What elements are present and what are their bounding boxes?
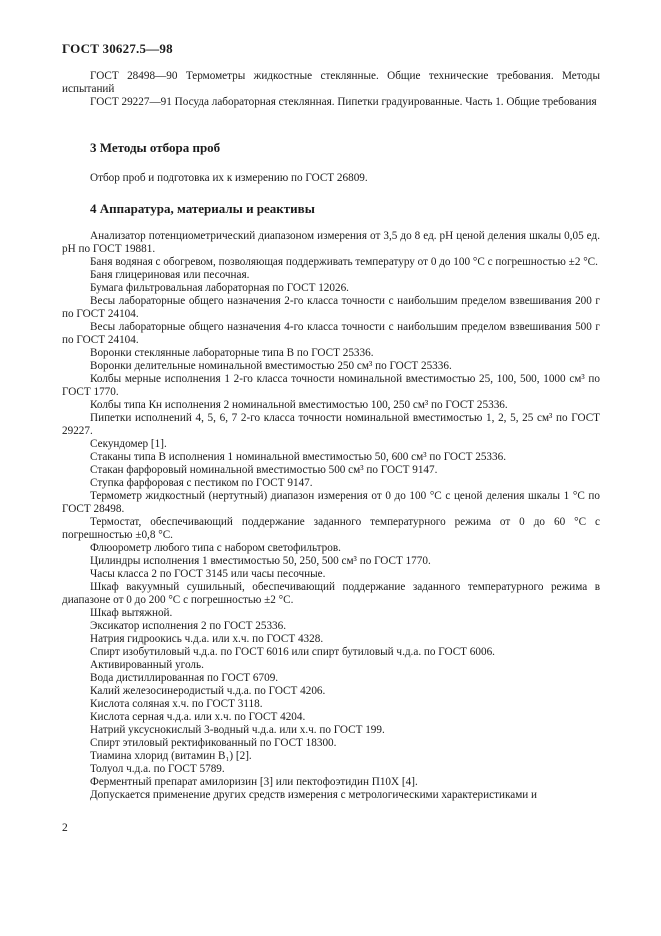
equipment-item: Натрия гидроокись ч.д.а. или х.ч. по ГОСТ 4328.	[90, 633, 324, 645]
reference-item: ГОСТ 28498—90 Термометры жидкостные стеклянные. Общие технические требования. Методы испытаний	[62, 70, 600, 95]
equipment-item: Весы лабораторные общего назначения 4-го класса точности с наибольшим пределом взвешивания 500 г по ГОСТ 24104.	[62, 321, 600, 346]
equipment-item: Стакан фарфоровый номинальной вместимостью 500 см³ по ГОСТ 9147.	[90, 464, 438, 476]
equipment-item: Вода дистиллированная по ГОСТ 6709.	[90, 672, 279, 684]
equipment-item: Стаканы типа В исполнения 1 номинальной вместимостью 50, 600 см³ по ГОСТ 25336.	[90, 451, 507, 463]
reference-item: ГОСТ 29227—91 Посуда лабораторная стеклянная. Пипетки градуированные. Часть 1. Общие требования	[90, 96, 597, 108]
equipment-item: Активированный уголь.	[90, 659, 204, 671]
section-3-body	[62, 172, 600, 185]
equipment-item: Ферментный препарат амилоризин [3] или пектофоэтидин П10Х [4].	[90, 776, 418, 788]
page-number: 2	[62, 822, 68, 834]
equipment-item: Часы класса 2 по ГОСТ 3145 или часы песочные.	[90, 568, 326, 580]
equipment-item: Баня глицериновая или песочная.	[90, 269, 250, 281]
equipment-item: Секундомер [1].	[90, 438, 167, 450]
section-4-title: 4 Аппаратура, материалы и реактивы	[90, 201, 315, 216]
equipment-item: Цилиндры исполнения 1 вместимостью 50, 250, 500 см³ по ГОСТ 1770.	[90, 555, 431, 567]
equipment-item: Флюорометр любого типа с набором светофильтров.	[90, 542, 341, 554]
section-3-text: Отбор проб и подготовка их к измерению по ГОСТ 26809.	[90, 172, 368, 184]
equipment-item: Колбы мерные исполнения 1 2-го класса точности номинальной вместимостью 25, 100, 500, 1000 см³ по ГОСТ 1770.	[62, 373, 600, 398]
equipment-item: Пипетки исполнений 4, 5, 6, 7 2-го класса точности номинальной вместимостью 1, 2, 5, 25 см³ по ГОСТ 29227.	[62, 412, 600, 437]
equipment-item: Анализатор потенциометрический диапазоном измерения от 3,5 до 8 ед. pH ценой деления шкалы 0,05 ед. pH по ГОСТ 19881.	[62, 230, 600, 255]
equipment-item: Допускается применение других средств измерения с метрологическими характеристиками и	[90, 789, 538, 801]
section-3-title: 3 Методы отбора проб	[90, 140, 221, 155]
equipment-item: Спирт этиловый ректификованный по ГОСТ 18300.	[90, 737, 337, 749]
equipment-item: Спирт изобутиловый ч.д.а. по ГОСТ 6016 или спирт бутиловый ч.д.а. по ГОСТ 6006.	[90, 646, 495, 658]
equipment-item: Колбы типа Кн исполнения 2 номинальной вместимостью 100, 250 см³ по ГОСТ 25336.	[90, 399, 508, 411]
equipment-item: Калий железосинеродистый ч.д.а. по ГОСТ 4206.	[90, 685, 326, 697]
equipment-item: Воронки стеклянные лабораторные типа В по ГОСТ 25336.	[90, 347, 374, 359]
equipment-item: Бумага фильтровальная лабораторная по ГОСТ 12026.	[90, 282, 349, 294]
equipment-item: Термометр жидкостный (нертутный) диапазон измерения от 0 до 100 °С с ценой деления шкалы 1 °С по ГОСТ 28498.	[62, 490, 600, 515]
equipment-list	[62, 230, 600, 802]
equipment-item: Толуол ч.д.а. по ГОСТ 5789.	[90, 763, 225, 775]
equipment-item: Шкаф вытяжной.	[90, 607, 173, 619]
equipment-item: Ступка фарфоровая с пестиком по ГОСТ 9147.	[90, 477, 313, 489]
equipment-item: Баня водяная с обогревом, позволяющая поддерживать температуру от 0 до 100 °С с погрешностью ±2 °С.	[90, 256, 598, 268]
equipment-item: Кислота соляная х.ч. по ГОСТ 3118.	[90, 698, 263, 710]
equipment-item: Кислота серная ч.д.а. или х.ч. по ГОСТ 4204.	[90, 711, 306, 723]
equipment-item: Тиамина хлорид (витамин B₁) [2].	[90, 750, 252, 762]
equipment-item: Термостат, обеспечивающий поддержание заданного температурного режима от 0 до 60 °С с погрешностью ±0,8 °С.	[62, 516, 600, 541]
equipment-item: Эксикатор исполнения 2 по ГОСТ 25336.	[90, 620, 287, 632]
equipment-item: Весы лабораторные общего назначения 2-го класса точности с наибольшим пределом взвешивания 200 г по ГОСТ 24104.	[62, 295, 600, 320]
equipment-item: Воронки делительные номинальной вместимостью 250 см³ по ГОСТ 25336.	[90, 360, 452, 372]
document-header: ГОСТ 30627.5—98	[62, 41, 173, 56]
equipment-item: Шкаф вакуумный сушильный, обеспечивающий поддержание заданного температурного режима в диапазоне от 0 до 200 °С с погрешностью ±2 °С.	[62, 581, 600, 606]
normative-references	[62, 70, 600, 109]
equipment-item: Натрий уксуснокислый 3-водный ч.д.а. или х.ч. по ГОСТ 199.	[90, 724, 385, 736]
